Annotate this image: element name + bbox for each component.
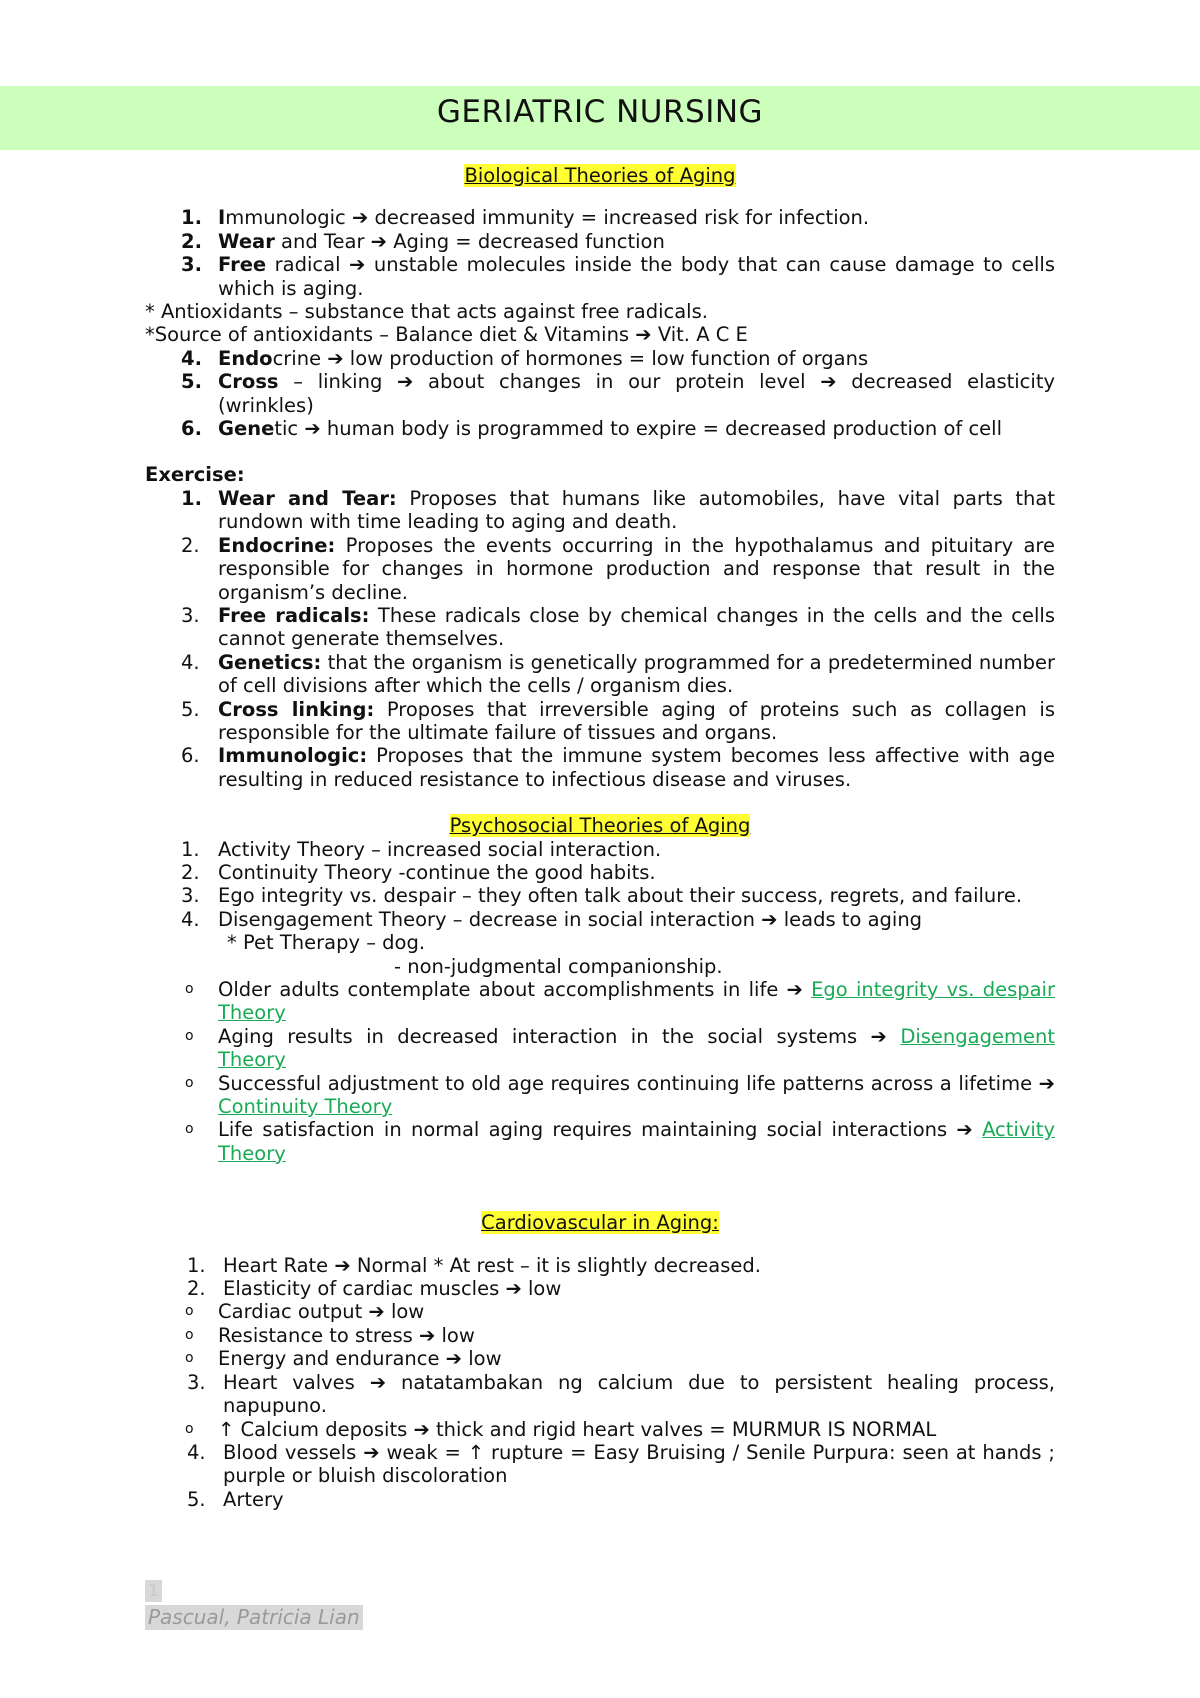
bio-item: 1. Immunologic ➔ decreased immunity = increased risk for infection. (181, 206, 870, 230)
cardio-bullet: o ↑ Calcium deposits ➔ thick and rigid heart valves = MURMUR IS NORMAL (185, 1417, 937, 1441)
theory-link[interactable]: Continuity Theory (218, 1095, 393, 1119)
theory-link[interactable]: Activity Theory (218, 1118, 1055, 1165)
bio-item: 6. Genetic ➔ human body is programmed to expire = decreased production of cell (181, 417, 1002, 441)
cardio-item: 4. Blood vessels ➔ weak = ↑ rupture = Easy Bruising / Senile Purpura: seen at hands ; purple or bluish discoloration (187, 1440, 1055, 1488)
cardio-item: 1. Heart Rate ➔ Normal * At rest – it is slightly decreased. (187, 1253, 761, 1277)
psycho-bullet: o Older adults contemplate about accomplishments in life ➔ Ego integrity vs. despair Theory (185, 978, 1055, 1025)
exercise-item: 6. Immunologic: Proposes that the immune system becomes less affective with age resulting in reduced resistance to infectious disease and viruses. (181, 744, 1055, 791)
cardio-item: 2. Elasticity of cardiac muscles ➔ low (187, 1277, 562, 1301)
exercise-item: 5. Cross linking: Proposes that irreversible aging of proteins such as collagen is responsible for the ultimate failure of tissues and organs. (181, 697, 1055, 744)
psycho-bullet: o Life satisfaction in normal aging requires maintaining social interactions ➔ Activity Theory (185, 1118, 1055, 1165)
document-body (145, 164, 1055, 1511)
psycho-bullet: o Aging results in decreased interaction in the social systems ➔ Disengagement Theory (185, 1024, 1055, 1072)
exercise-item: 3. Free radicals: These radicals close by chemical changes in the cells and the cells cannot generate themselves. (181, 603, 1056, 651)
bio-item: 5. Cross – linking ➔ about changes in our protein level ➔ decreased elasticity (wrinkles) (181, 370, 1055, 417)
pet-therapy-note: * Pet Therapy – dog. (227, 931, 426, 955)
psycho-item: 4. Disengagement Theory – decrease in social interaction ➔ leads to aging (181, 907, 923, 931)
author-name: Pascual, Patricia Lian (145, 1605, 363, 1630)
cardio-item: 5. Artery (187, 1487, 284, 1511)
psycho-bullet: o Successful adjustment to old age requires continuing life patterns across a lifetime ➔ Continuity Theory (185, 1071, 1055, 1119)
bio-item: 3. Free radical ➔ unstable molecules inside the body that can cause damage to cells which is aging. (181, 253, 1055, 300)
pet-therapy-subnote: - non-judgmental companionship. (394, 954, 723, 978)
theory-link[interactable]: Disengagement Theory (218, 1024, 1055, 1072)
exercise-item: 4. Genetics: that the organism is genetically programmed for a predetermined number of cell divisions after which the cells / organism dies. (181, 650, 1055, 698)
cardio-bullet: o Energy and endurance ➔ low (185, 1347, 502, 1371)
exercise-heading: Exercise: (145, 463, 245, 487)
cardio-item: 3. Heart valves ➔ natatambakan ng calcium due to persistent healing process, napupuno. (187, 1370, 1055, 1418)
exercise-item: 1. Wear and Tear: Proposes that humans like automobiles, have vital parts that rundown with time leading to aging and death. (181, 486, 1055, 534)
cardio-bullet: o Resistance to stress ➔ low (185, 1323, 475, 1347)
bio-heading: Biological Theories of Aging (464, 164, 736, 187)
psycho-item: 1. Activity Theory – increased social interaction. (181, 837, 662, 861)
page-number: 1 (145, 1580, 162, 1602)
psycho-heading: Psychosocial Theories of Aging (449, 814, 751, 838)
psycho-item: 3. Ego integrity vs. despair – they often talk about their success, regrets, and failure. (181, 884, 1023, 908)
theory-link[interactable]: Ego integrity vs. despair Theory (218, 978, 1055, 1025)
bio-item: 4. Endocrine ➔ low production of hormones = low function of organs (181, 346, 869, 370)
cardio-bullet: o Cardiac output ➔ low (185, 1300, 425, 1324)
antioxidant-note: * Antioxidants – substance that acts against free radicals. (145, 300, 708, 324)
bio-item: 2. Wear and Tear ➔ Aging = decreased function (181, 229, 665, 253)
exercise-item: 2. Endocrine: Proposes the events occurring in the hypothalamus and pituitary are responsible for changes in hormone production and response that result in the organism’s decline. (181, 533, 1055, 604)
cardio-heading: Cardiovascular in Aging: (481, 1211, 719, 1235)
page-title: GERIATRIC NURSING (436, 94, 764, 130)
psycho-item: 2. Continuity Theory -continue the good habits. (181, 860, 656, 884)
antioxidant-source-note: *Source of antioxidants – Balance diet & Vitamins ➔ Vit. A C E (145, 323, 748, 347)
